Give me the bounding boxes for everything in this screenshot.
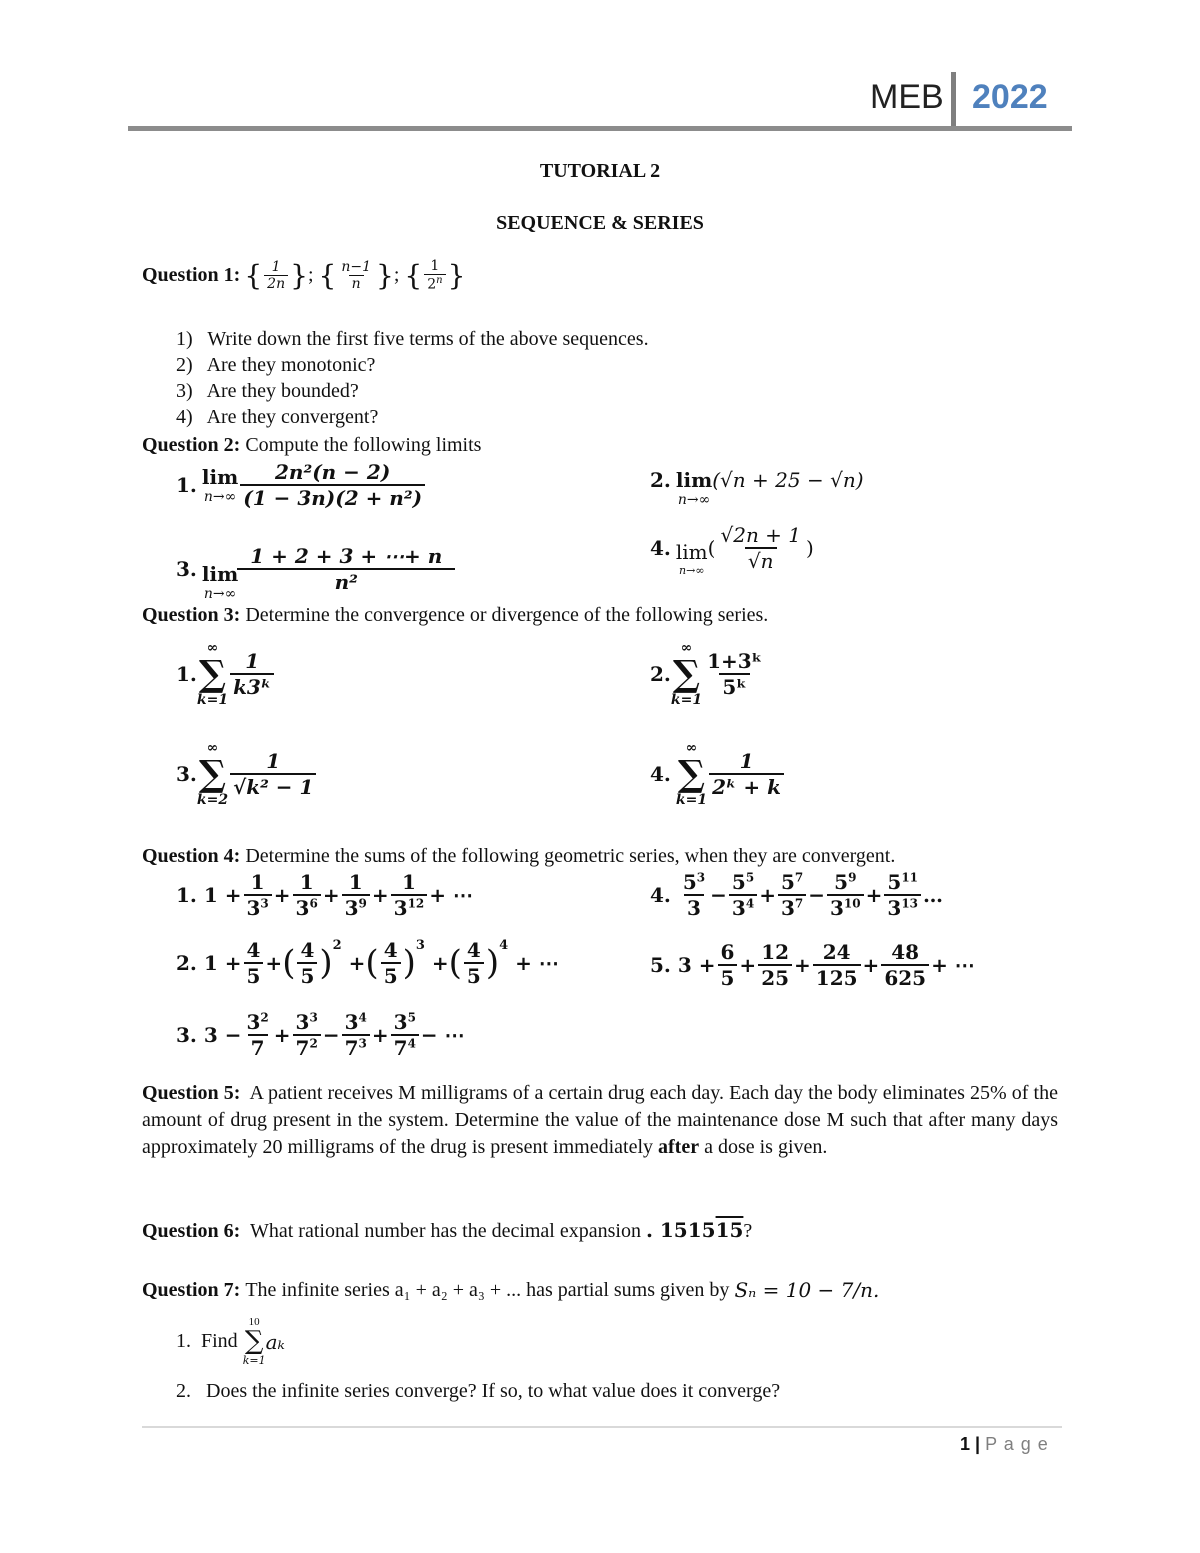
q1-seq-2: $\frac{n-1}{n}$ xyxy=(341,258,371,292)
footer-rule xyxy=(142,1426,1062,1428)
question-4: Question 4: Determine the sums of the following geometric series, when they are convergent. xyxy=(142,845,896,867)
header-org: MEB xyxy=(870,78,944,116)
q1-seq-1: $\frac{1}{2n}$ xyxy=(264,259,288,292)
header-rule xyxy=(128,126,1072,131)
q1-item-4: 4) Are they convergent? xyxy=(176,406,379,428)
q2-expr-2: 2. lim n→∞ (√n + 25 − √n) xyxy=(650,468,864,508)
question-1: Question 1: { $\frac{1}{2n}$ } ; { $\frac{n-1}{n}$ } ; { $\frac{1}{2^n}$ } xyxy=(142,258,466,293)
q1-item-2: 2) Are they monotonic? xyxy=(176,354,376,376)
header-year: 2022 xyxy=(972,78,1048,116)
page-subtitle: SEQUENCE & SERIES xyxy=(496,212,704,234)
q2-expr-4: 4. lim n→∞ ( $\frac{√2n + 1}{√n}$ ) xyxy=(650,522,814,577)
q7-item-1: 1. Find 10 ∑ k=1 aₖ xyxy=(176,1316,285,1367)
q4-series-4: 4. $\frac{5^3}{3}$ − $\frac{5^5}{3^4}$ + $\frac{5^7}{3^7}$ − $\frac{5^9}{3^{10}}$ + $\frac{5^{11}}{3^{13}}$ … xyxy=(650,870,944,920)
q4-series-1: 1. 1 + $\frac{1}{3^3}$ + $\frac{1}{3^6}$ + $\frac{1}{3^9}$ + $\frac{1}{3^{12}}$ + ⋯ xyxy=(176,870,473,920)
q1-item-1: 1) Write down the first five terms of the above sequences. xyxy=(176,328,649,350)
question-3: Question 3: Determine the convergence or divergence of the following series. xyxy=(142,604,769,626)
q2-expr-3: 3. lim n→∞ $\frac{1 + 2 + 3 + \cdots+ n}{\text{n²}}$ xyxy=(176,536,454,602)
header-divider xyxy=(951,72,956,128)
q7-item-2: 2. Does the infinite series converge? If so, to what value does it converge? xyxy=(176,1380,781,1402)
q1-label: Question 1: xyxy=(142,263,241,286)
question-7: Question 7: The infinite series a₁ + a₂ + a₃ + ... has partial sums given by Sₙ = 10 − 7/n. xyxy=(142,1278,880,1302)
page-number: 1 | P a g e xyxy=(960,1434,1049,1454)
q4-series-2: 2. 1 + $\frac{4}{5}$ + ( $\frac{4}{5}$ ) $^2$ + ( $\frac{4}{5}$ ) $^3$ + ( $\frac{4}{5}$ ) $^4$ + ⋯ xyxy=(176,938,559,988)
q3-series-1: 1. ∞ ∑ k=1 $\frac{1}{\text{k3ᵏ}}$ xyxy=(176,640,276,708)
question-5: Question 5: A patient receives M milligrams of a certain drug each day. Each day the body eliminates 25% of the amount of drug present in the system. Determine the value of the maintenance dose M such that after many days approximately 20 milligrams of the drug is present immediately after a dose is given. xyxy=(142,1082,1058,1158)
question-2: Question 2: Compute the following limits xyxy=(142,434,482,456)
q2-expr-1: 1. lim n→∞ $\frac{\text{2n²(n − 2)}}{\text{(1 − 3n)(2 + n²)}}$ xyxy=(176,460,427,510)
q1-item-3: 3) Are they bounded? xyxy=(176,380,359,402)
question-6: Question 6: What rational number has the decimal expansion . 151515? xyxy=(142,1218,753,1242)
page-title: TUTORIAL 2 xyxy=(539,160,661,182)
q3-series-3: 3. ∞ ∑ k=2 $\frac{1}{\text{√k² − 1}}$ xyxy=(176,740,318,808)
q3-series-4: 4. ∞ ∑ k=1 $\frac{1}{\text{2ᵏ + k}}$ xyxy=(650,740,786,808)
q1-seq-3: $\frac{1}{2^n}$ xyxy=(424,258,445,293)
q4-series-5: 5. 3 + $\frac{6}{5}$ + $\frac{12}{25}$ + $\frac{24}{125}$ + $\frac{48}{625}$ + ⋯ xyxy=(650,940,975,990)
q3-series-2: 2. ∞ ∑ k=1 $\frac{\text{1+3ᵏ}}{\text{5ᵏ}}$ xyxy=(650,640,763,708)
q4-series-3: 3. 3 − $\frac{3^2}{7}$ + $\frac{3^3}{7^2}$ − $\frac{3^4}{7^3}$ + $\frac{3^5}{7^4}$ − ⋯ xyxy=(176,1010,465,1060)
